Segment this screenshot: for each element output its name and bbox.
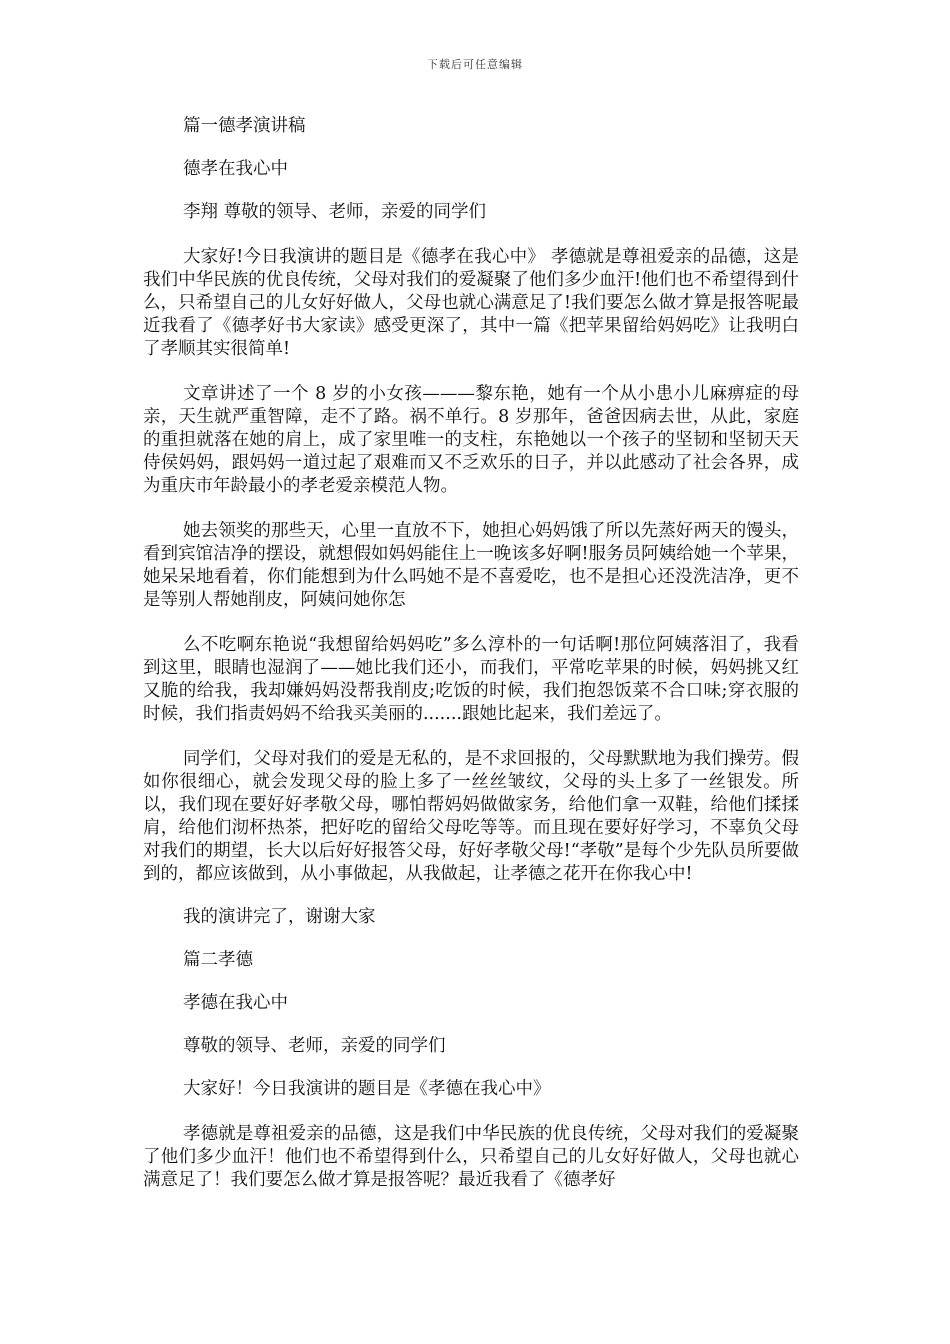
header-note: 下载后可任意编辑 — [427, 58, 523, 71]
section-title-1: 篇一德孝演讲稿 — [183, 116, 306, 136]
closing-line: 我的演讲完了，谢谢大家 — [183, 907, 376, 927]
opening-2: 大家好！今日我演讲的题目是《孝德在我心中》 — [183, 1079, 551, 1099]
paragraph-appeal: 同学们，父母对我们的爱是无私的，是不求回报的，父母默默地为我们操劳。假如你很细心，就会发现父母的脸上多了一丝丝皱纹，父母的头上多了一丝银发。所以，我们现在要好好孝敬父母，哪怕帮妈妈做做家务，给他们拿一双鞋，给他们揉揉肩，给他们沏杯热茶，把好吃的留给父母吃等等。而且现在要好好学习，不辜负父母对我们的期望，长大以后好好报答父母，好好孝敬父母!“孝敬”是每个少先队员所要做到的，都应该做到，从小事做起，从我做起，让孝德之花开在你我心中! — [143, 749, 799, 884]
paragraph-award: 她去领奖的那些天，心里一直放不下，她担心妈妈饿了所以先蒸好两天的馒头，看到宾馆洁净的摆设，就想假如妈妈能住上一晚该多好啊!服务员阿姨给她一个苹果，她呆呆地看着，你们能想到为什么吗她不是不喜爱吃，也不是担心还没洗洁净，更不是等别人帮她削皮，阿姨问她你怎 — [143, 521, 799, 610]
speech-title-1: 德孝在我心中 — [183, 159, 288, 179]
paragraph-intro-2: 孝德就是尊祖爱亲的品德，这是我们中华民族的优良传统，父母对我们的爱凝聚了他们多少血汗！他们也不希望得到什么，只希望自己的儿女好好做人，父母也就心满意足了！我们要怎么做才算是报答呢？最近我看了《德孝好 — [143, 1124, 799, 1190]
speech-title-2: 孝德在我心中 — [183, 993, 288, 1013]
document-body — [143, 115, 799, 1192]
paragraph-apple: 么不吃啊东艳说“我想留给妈妈吃”多么淳朴的一句话啊!那位阿姨落泪了，我看到这里，眼睛也湿润了——她比我们还小，而我们，平常吃苹果的时候，妈妈挑又红又脆的给我，我却嫌妈妈没帮我削皮;吃饭的时候，我们抱怨饭菜不合口味;穿衣服的时候，我们指责妈妈不给我买美丽的.......跟她比起来，我们差远了。 — [143, 635, 799, 724]
speaker-greeting: 李翔 尊敬的领导、老师，亲爱的同学们 — [183, 202, 487, 222]
greeting-2: 尊敬的领导、老师，亲爱的同学们 — [183, 1036, 446, 1056]
paragraph-intro: 大家好!今日我演讲的题目是《德孝在我心中》 孝德就是尊祖爱亲的品德，这是我们中华民族的优良传统，父母对我们的爱凝聚了他们多少血汗!他们也不希望得到什么，只希望自己的儿女好好做人，父母也就心满意足了!我们要怎么做才算是报答呢最近我看了《德孝好书大家读》感受更深了，其中一篇《把苹果留给妈妈吃》让我明白了孝顺其实很简单! — [143, 247, 799, 359]
section-title-2: 篇二孝德 — [183, 950, 253, 970]
paragraph-story: 文章讲述了一个 8 岁的小女孩———黎东艳，她有一个从小患小儿麻痹症的母亲，天生就严重智障，走不了路。祸不单行。8 岁那年，爸爸因病去世，从此，家庭的重担就落在她的肩上，成了家里唯一的支柱，东艳她以一个孩子的坚韧和坚韧天天侍侯妈妈，跟妈妈一道过起了艰难而又不乏欢乐的日子，并以此感动了社会各界，成为重庆市年龄最小的孝老爱亲模范人物。 — [143, 384, 799, 496]
